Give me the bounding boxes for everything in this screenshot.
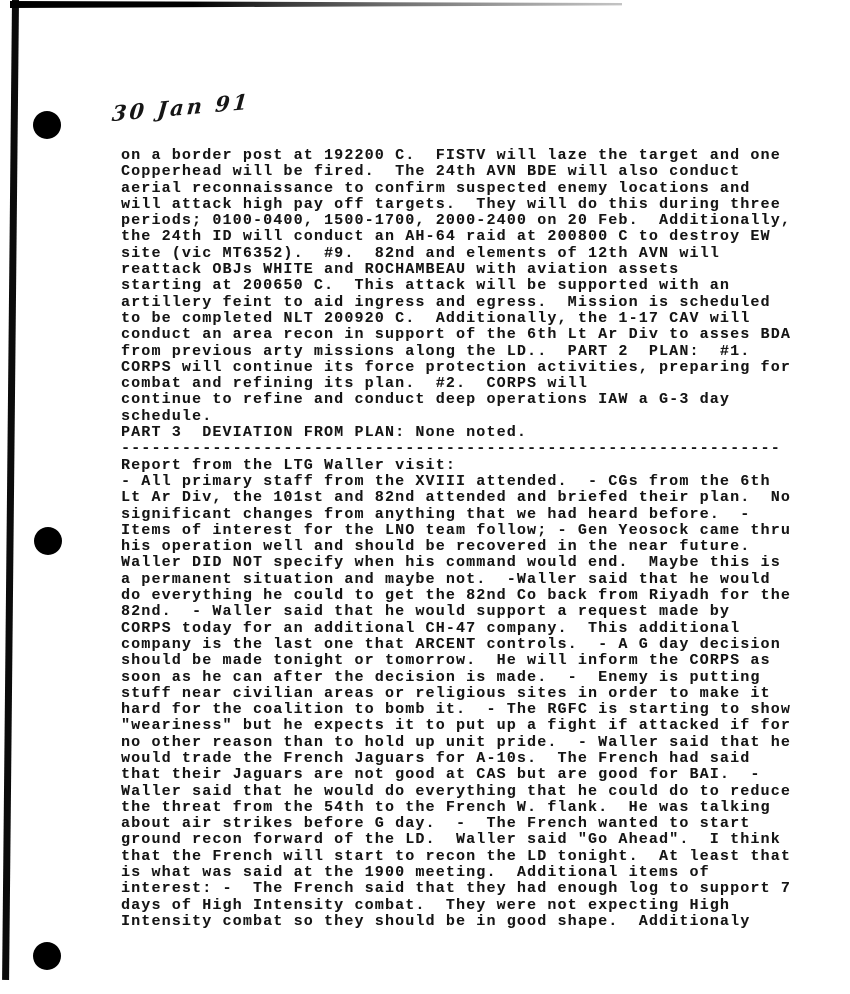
- text-line: Report from the LTG Waller visit:: [121, 456, 456, 474]
- text-line: conduct an area recon in support of the 6th Lt Ar Div to asses BDA: [121, 326, 791, 344]
- text-line: continue to refine and conduct deep operations IAW a G-3 day: [121, 391, 731, 409]
- text-line: aerial reconnaissance to confirm suspected enemy locations and: [121, 179, 751, 197]
- text-line: - All primary staff from the XVIII attended. - CGs from the 6th: [121, 472, 771, 490]
- text-line: CORPS will continue its force protection activities, preparing for: [121, 358, 791, 376]
- scan-border-left: [2, 0, 18, 980]
- text-line: about air strikes before G day. - The French wanted to start: [121, 815, 751, 833]
- text-line: "weariness" but he expects it to put up a fight if attacked if for: [121, 717, 791, 735]
- text-line: combat and refining its plan. #2. CORPS will: [121, 375, 588, 393]
- text-line: the 24th ID will conduct an AH-64 raid at 200800 C to destroy EW: [121, 228, 771, 246]
- text-line: his operation well and should be recovered in the near future.: [121, 538, 751, 556]
- text-line: -----------------------------------------------------------------: [121, 440, 781, 458]
- text-line: CORPS today for an additional CH-47 company. This additional: [121, 619, 741, 637]
- handwritten-date: 30 Jan 91: [110, 88, 252, 127]
- text-line: on a border post at 192200 C. FISTV will laze the target and one: [121, 147, 781, 164]
- scan-border-top: [10, 1, 622, 8]
- text-line: starting at 200650 C. This attack will be supported with an: [121, 277, 731, 295]
- text-line: days of High Intensity combat. They were not expecting High: [121, 896, 731, 914]
- text-line: Waller DID NOT specify when his command would end. Maybe this is: [121, 554, 781, 572]
- text-line: that their Jaguars are not good at CAS but are good for BAI. -: [121, 766, 761, 784]
- text-line: Lt Ar Div, the 101st and 82nd attended and briefed their plan. No: [121, 489, 791, 507]
- text-line: PART 3 DEVIATION FROM PLAN: None noted.: [121, 424, 528, 442]
- text-line: reattack OBJs WHITE and ROCHAMBEAU with aviation assets: [121, 261, 680, 279]
- text-line: that the French will start to recon the LD tonight. At least that: [121, 847, 791, 865]
- text-line: periods; 0100-0400, 1500-1700, 2000-2400 on 20 Feb. Additionally,: [121, 212, 791, 230]
- text-line: 82nd. - Waller said that he would support a request made by: [121, 603, 731, 621]
- document-body-text: [121, 148, 811, 930]
- text-line: ground recon forward of the LD. Waller said "Go Ahead". I think: [121, 831, 781, 849]
- text-line: do everything he could to get the 82nd Co back from Riyadh for the: [121, 587, 791, 605]
- hole-punch-bottom: [33, 942, 61, 970]
- hole-punch-top: [33, 111, 61, 139]
- text-line: should be made tonight or tomorrow. He will inform the CORPS as: [121, 652, 771, 670]
- text-line: to be completed NLT 200920 C. Additionally, the 1-17 CAV will: [121, 309, 751, 327]
- text-line: artillery feint to aid ingress and egress. Mission is scheduled: [121, 293, 771, 311]
- text-line: Intensity combat so they should be in good shape. Additionaly: [121, 912, 751, 930]
- text-line: the threat from the 54th to the French W. flank. He was talking: [121, 798, 771, 816]
- text-line: soon as he can after the decision is made. - Enemy is putting: [121, 668, 761, 686]
- text-line: would trade the French Jaguars for A-10s. The French had said: [121, 749, 751, 767]
- text-line: stuff near civilian areas or religious sites in order to make it: [121, 684, 771, 702]
- text-line: Waller said that he would do everything that he could do to reduce: [121, 782, 791, 800]
- text-line: company is the last one that ARCENT controls. - A G day decision: [121, 635, 781, 653]
- text-line: interest: - The French said that they had enough log to support 7: [121, 880, 791, 898]
- text-line: significant changes from anything that we had heard before. -: [121, 505, 751, 523]
- text-line: will attack high pay off targets. They will do this during three: [121, 195, 781, 213]
- text-line: Items of interest for the LNO team follow; - Gen Yeosock came thru: [121, 521, 791, 539]
- text-line: is what was said at the 1900 meeting. Additional items of: [121, 864, 710, 882]
- text-line: Copperhead will be fired. The 24th AVN BDE will also conduct: [121, 163, 741, 181]
- text-line: no other reason than to hold up unit pride. - Waller said that he: [121, 733, 791, 751]
- text-line: a permanent situation and maybe not. -Waller said that he would: [121, 570, 771, 588]
- text-line: site (vic MT6352). #9. 82nd and elements of 12th AVN will: [121, 244, 720, 262]
- text-line: schedule.: [121, 407, 213, 425]
- text-line: from previous arty missions along the LD.. PART 2 PLAN: #1.: [121, 342, 751, 360]
- hole-punch-middle: [34, 527, 62, 555]
- text-line: hard for the coalition to bomb it. - The RGFC is starting to show: [121, 701, 791, 719]
